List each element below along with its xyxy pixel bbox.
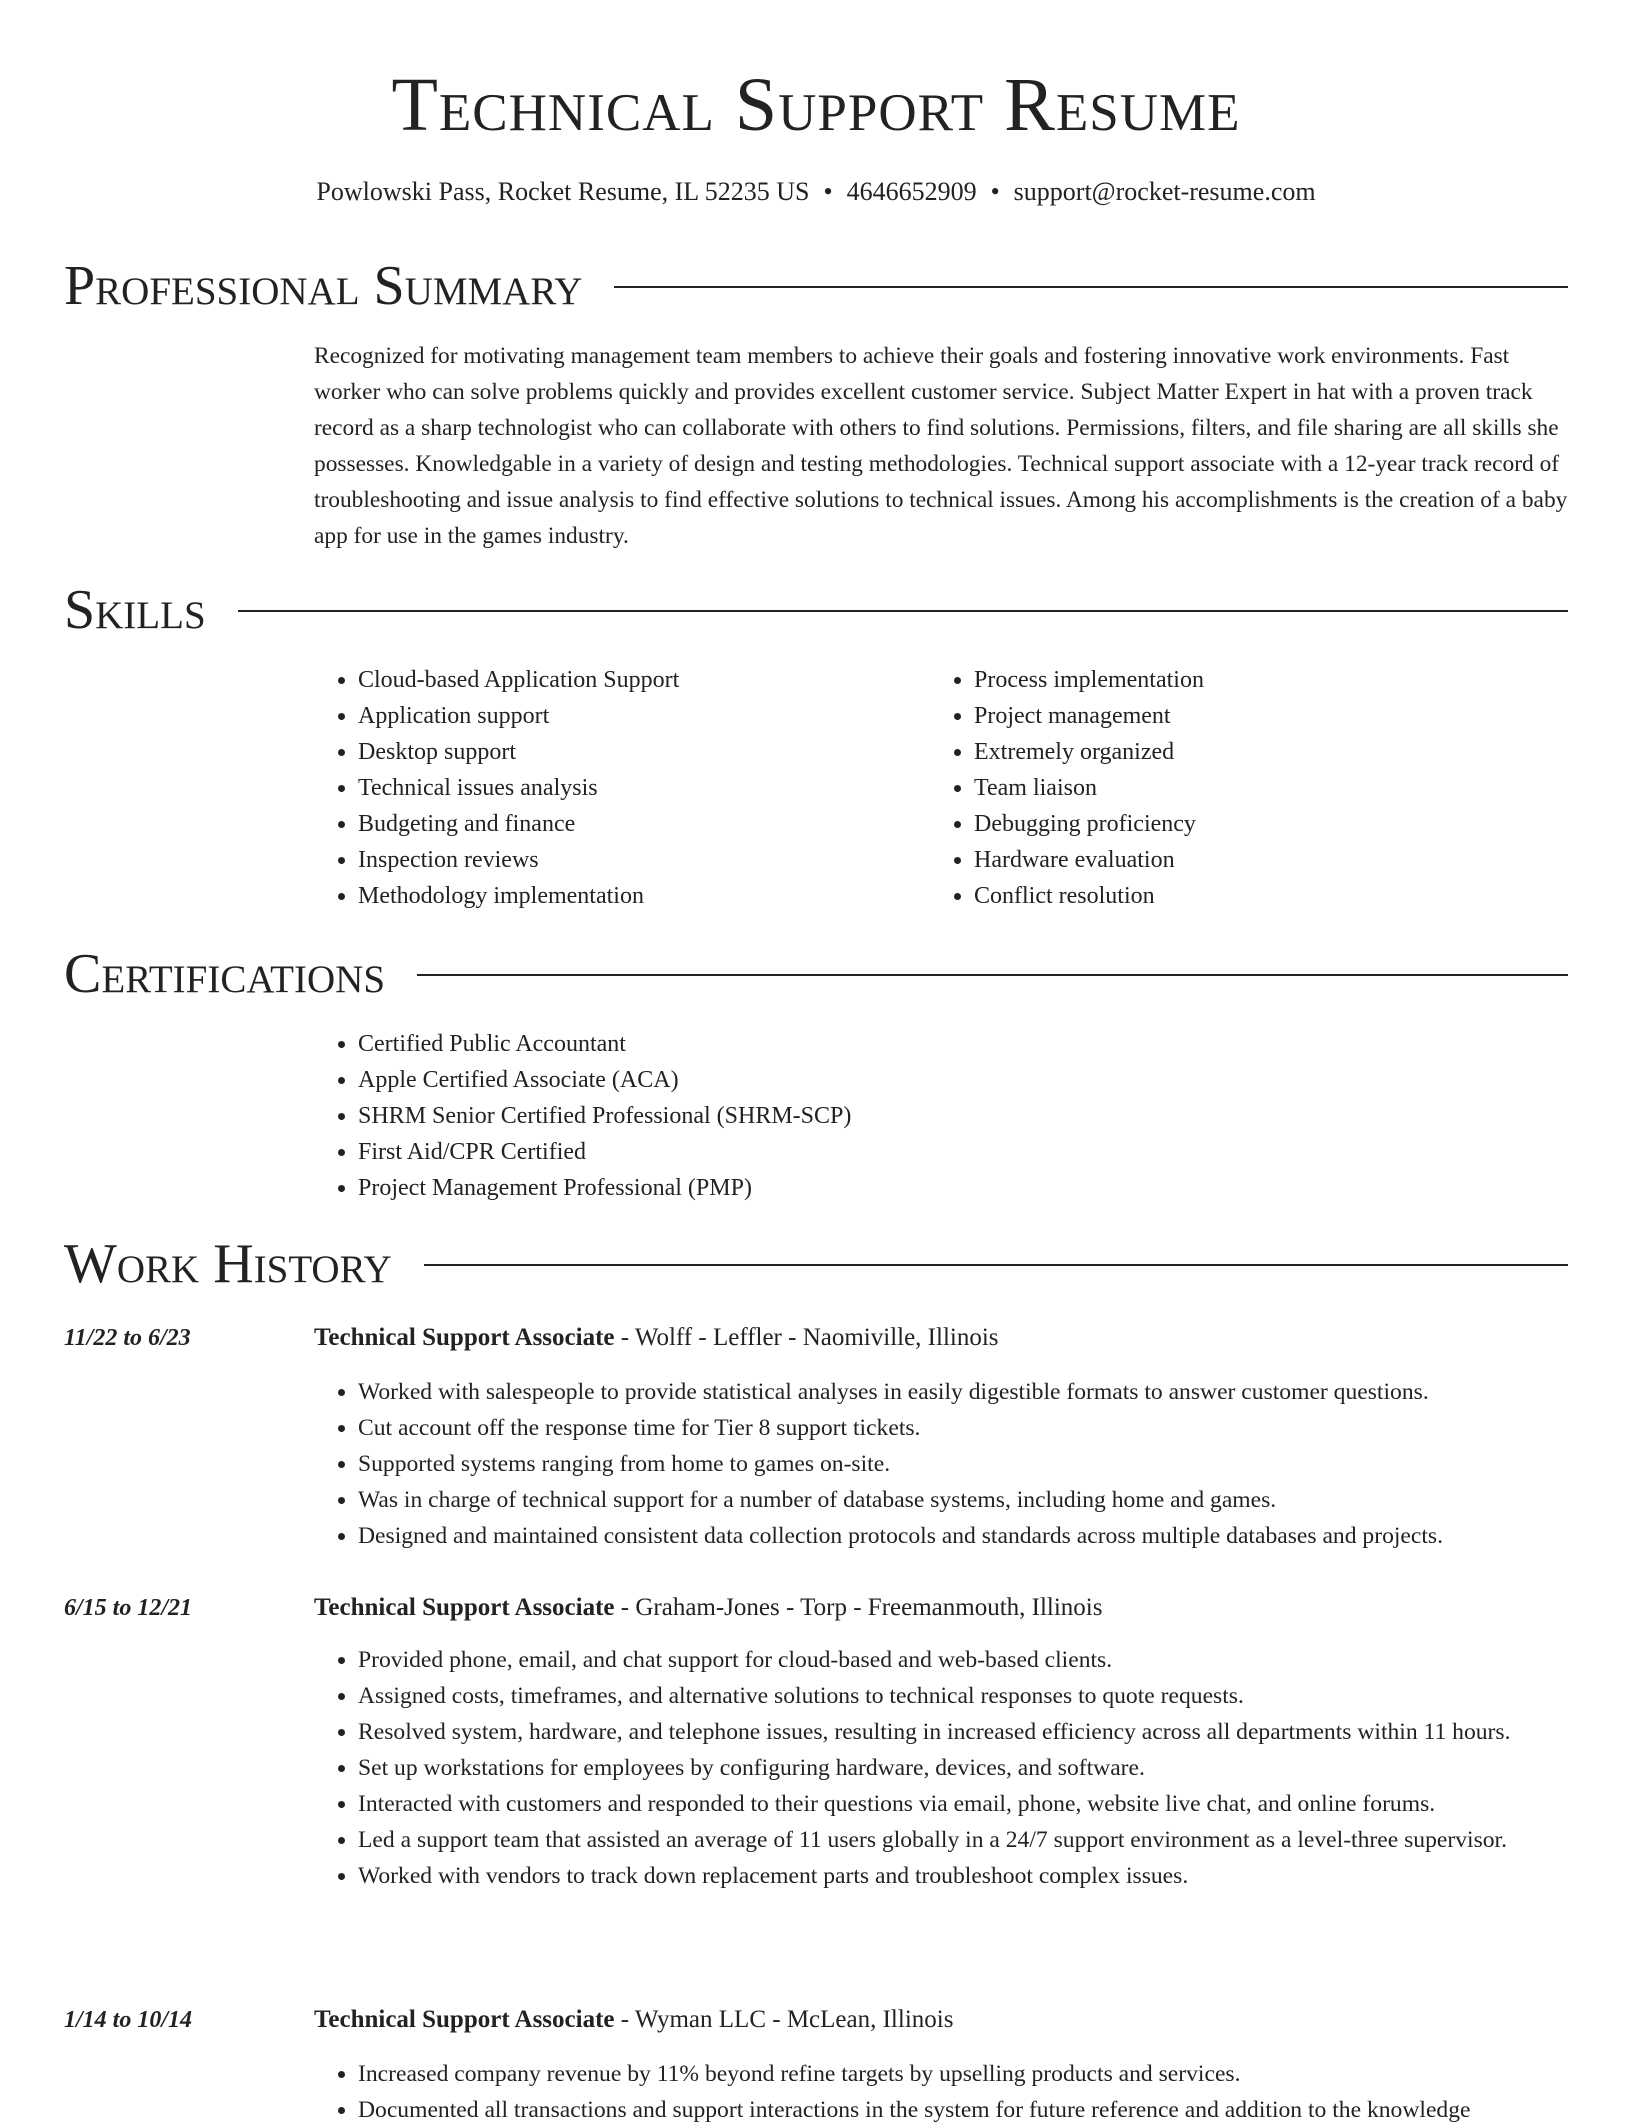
skill-item: • Inspection reviews [358, 842, 679, 878]
job-bullet-item: • Cut account off the response time for Tier 8 support tickets. [358, 1410, 1568, 1446]
skills-column-left [314, 662, 679, 914]
skill-item: • Process implementation [974, 662, 1204, 698]
section-title-summary: Professional Summary [64, 255, 583, 317]
summary-text: Recognized for motivating management team members to achieve their goals and fostering innovative work environments. Fast worker who can solve problems quickly and provides excellent customer service. Subject Matter Expert in hat with a proven track record as a sharp technologist who can collaborate with others to find solutions. Permissions, filters, and file sharing are all skills she possesses. Knowledgable in a variety of design and testing methodologies. Technical support associate with a 12-year track record of troubleshooting and issue analysis to find effective solutions to technical issues. Among his accomplishments is the creation of a baby app for use in the games industry. [314, 343, 1568, 549]
section-divider [614, 286, 1568, 288]
job-bullet-item: • Led a support team that assisted an average of 11 users globally in a 24/7 support environment as a level-three supervisor. [358, 1822, 1568, 1858]
job-bullet-item: • Assigned costs, timeframes, and alternative solutions to technical responses to quote requests. [358, 1678, 1568, 1714]
section-header-skills [64, 578, 1568, 642]
skill-item: • Extremely organized [974, 734, 1204, 770]
job-bullets [314, 1642, 1568, 1894]
certification-item: • SHRM Senior Certified Professional (SHRM-SCP) [358, 1098, 851, 1134]
section-header-certifications [64, 942, 1568, 1006]
skill-item: • Project management [974, 698, 1204, 734]
skill-item: • Cloud-based Application Support [358, 662, 679, 698]
job-header [314, 2002, 953, 2038]
section-title-skills: Skills [64, 579, 206, 641]
section-header-work-history [64, 1232, 1568, 1296]
job-bullets [314, 2056, 1568, 2128]
contact-phone: 4646652909 [846, 177, 977, 206]
certifications-list [314, 1026, 851, 1206]
job-details: - Wyman LLC - McLean, Illinois [614, 2006, 954, 2033]
resume-title: Technical Support Resume [391, 63, 1241, 147]
skill-item: • Debugging proficiency [974, 806, 1204, 842]
job-bullet-item: • Worked with salespeople to provide statistical analyses in easily digestible formats to answer customer questions. [358, 1374, 1568, 1410]
job-header [314, 1320, 999, 1356]
job-role: Technical Support Associate [314, 1324, 615, 1351]
skill-item: • Budgeting and finance [358, 806, 679, 842]
skill-item: • Technical issues analysis [358, 770, 679, 806]
section-title-work-history: Work History [64, 1233, 392, 1295]
job-bullet-item: • Was in charge of technical support for a number of database systems, including home and games. [358, 1482, 1568, 1518]
job-dates: 1/14 to 10/14 [64, 2007, 193, 2033]
contact-separator: • [990, 177, 1000, 206]
job-bullet-item: • Supported systems ranging from home to games on-site. [358, 1446, 1568, 1482]
contact-email: support@rocket-resume.com [1013, 177, 1316, 206]
contact-separator: • [823, 177, 833, 206]
job-bullet-item: • Set up workstations for employees by configuring hardware, devices, and software. [358, 1750, 1568, 1786]
skill-item: • Hardware evaluation [974, 842, 1204, 878]
section-divider [417, 974, 1568, 976]
skill-item: • Conflict resolution [974, 878, 1204, 914]
job-bullet-item: • Increased company revenue by 11% beyond refine targets by upselling products and services. [358, 2056, 1568, 2092]
job-bullet-item: • Designed and maintained consistent data collection protocols and standards across multiple databases and projects. [358, 1518, 1568, 1554]
job-details: - Wolff - Leffler - Naomiville, Illinois [614, 1324, 999, 1351]
job-bullet-item: • Resolved system, hardware, and telephone issues, resulting in increased efficiency across all departments within 11 hours. [358, 1714, 1568, 1750]
contact-address: Powlowski Pass, Rocket Resume, IL 52235 US [316, 177, 810, 206]
section-divider [238, 610, 1568, 612]
certification-item: • First Aid/CPR Certified [358, 1134, 851, 1170]
job-dates: 6/15 to 12/21 [64, 1595, 193, 1621]
skills-column-right [930, 662, 1204, 914]
certification-item: • Certified Public Accountant [358, 1026, 851, 1062]
skill-item: • Methodology implementation [358, 878, 679, 914]
skill-item: • Desktop support [358, 734, 679, 770]
job-role: Technical Support Associate [314, 1594, 615, 1621]
job-header [314, 1590, 1102, 1626]
job-bullets [314, 1374, 1568, 1554]
job-bullet-item: • Provided phone, email, and chat support for cloud-based and web-based clients. [358, 1642, 1568, 1678]
job-bullet-item: • Worked with vendors to track down replacement parts and troubleshoot complex issues. [358, 1858, 1568, 1894]
contact-line [0, 174, 1632, 210]
skill-item: • Application support [358, 698, 679, 734]
section-title-certifications: Certifications [64, 943, 386, 1005]
job-bullet-item: • Documented all transactions and support interactions in the system for future reference and addition to the knowledge [358, 2092, 1568, 2128]
section-divider [424, 1264, 1568, 1266]
certification-item: • Project Management Professional (PMP) [358, 1170, 851, 1206]
job-role: Technical Support Associate [314, 2006, 615, 2033]
job-details: - Graham-Jones - Torp - Freemanmouth, Illinois [614, 1594, 1103, 1621]
job-dates: 11/22 to 6/23 [64, 1325, 191, 1351]
job-bullet-item: • Interacted with customers and responded to their questions via email, phone, website live chat, and online forums. [358, 1786, 1568, 1822]
section-header-summary [64, 254, 1568, 318]
certification-item: • Apple Certified Associate (ACA) [358, 1062, 851, 1098]
skill-item: • Team liaison [974, 770, 1204, 806]
